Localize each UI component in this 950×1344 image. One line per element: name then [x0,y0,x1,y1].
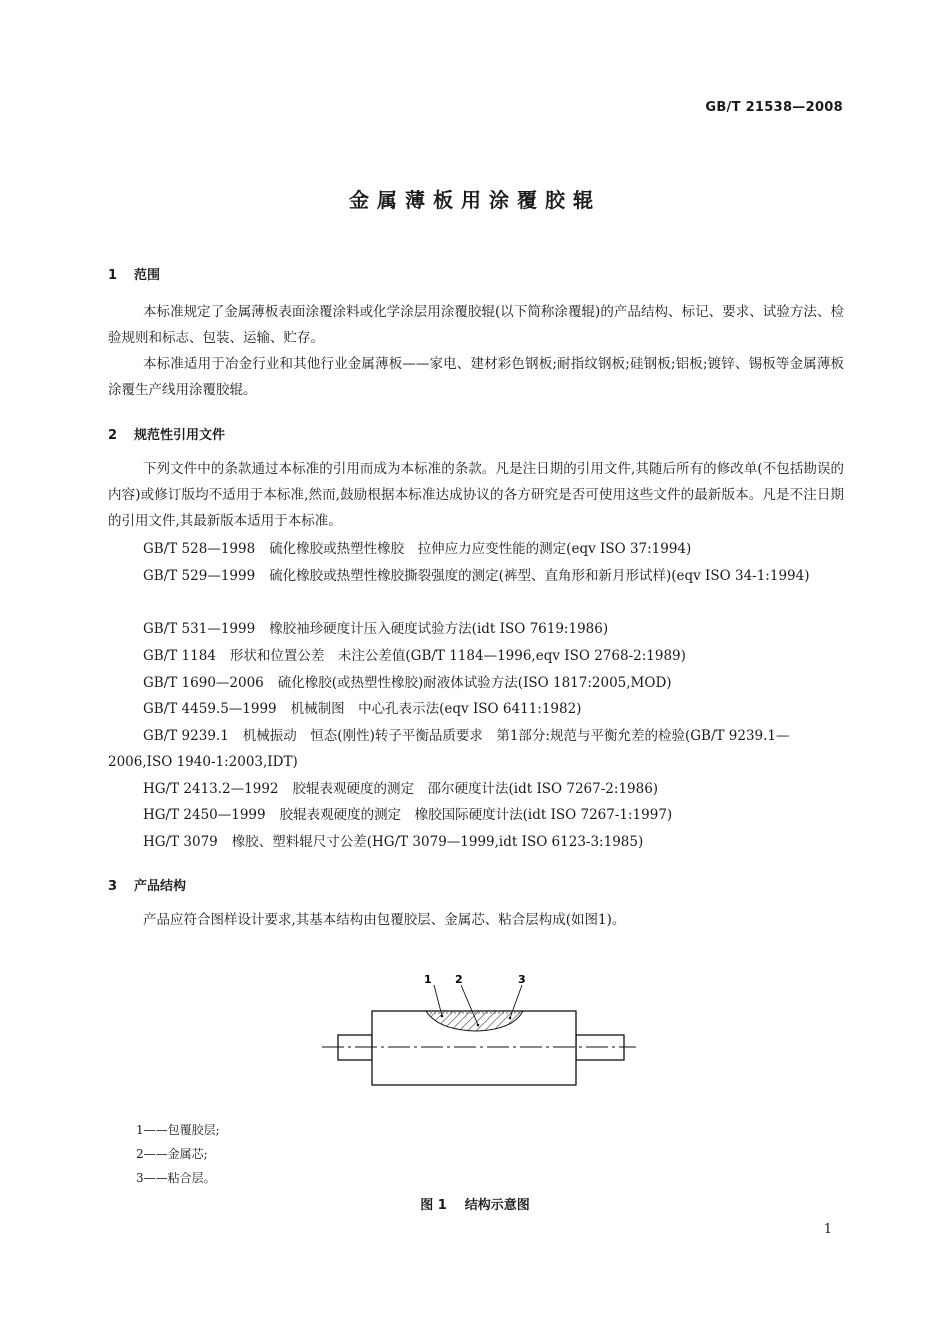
section-number: 2 [108,428,118,443]
legend-item: 1——包覆胶层; [136,1123,220,1137]
reference-text: 形状和位置公差 未注公差值(GB/T 1184—1996,eqv ISO 2768-2:1989) [229,648,686,664]
figure-legend [136,1118,220,1190]
reference-text: 机械制图 中心孔表示法(eqv ISO 6411:1982) [290,701,582,717]
callout-point [509,1017,512,1020]
reference-code: GB/T 528—1998 [143,541,256,557]
document-title: 金属薄板用涂覆胶辊 [349,188,601,212]
reference-item [108,616,844,642]
section-1-paragraph: 本标准规定了金属薄板表面涂覆涂料或化学涂层用涂覆胶辊(以下简称涂覆辊)的产品结构、标记、要求、试验方法、检验规则和标志、包装、运输、贮存。 [108,304,844,346]
reference-code: GB/T 531—1999 [143,621,256,637]
figure-caption [0,1194,950,1213]
reference-item [108,829,844,855]
callout-label: 2 [455,973,463,986]
reference-code: GB/T 1184 [143,648,216,664]
callout-label: 1 [424,973,432,986]
reference-item [108,802,844,828]
reference-item [108,723,844,775]
figure-number: 图 1 [420,1198,447,1213]
reference-text: 胶辊表观硬度的测定 橡胶国际硬度计法(idt ISO 7267-1:1997) [279,807,673,823]
section-1-paragraph: 本标准适用于冶金行业和其他行业金属薄板——家电、建材彩色钢板;耐指纹钢板;硅钢板;铝板;镀锌、锡板等金属薄板涂覆生产线用涂覆胶辊。 [108,356,844,398]
reference-text: 胶辊表观硬度的测定 邵尔硬度计法(idt ISO 7267-2:1986) [292,781,659,797]
section-2-paragraph: 下列文件中的条款通过本标准的引用而成为本标准的条款。凡是注日期的引用文件,其随后所有的修改单(不包括勘误的内容)或修订版均不适用于本标准,然而,鼓励根据本标准达成协议的各方研究是否可使用这些文件的最新版本。凡是不注日期的引用文件,其最新版本适用于本标准。 [108,461,844,529]
reference-text: 硫化橡胶或热塑性橡胶撕裂强度的测定(裤型、直角形和新月形试样)(eqv ISO 34-1:1994) [269,568,810,584]
callout-label: 3 [518,973,526,986]
reference-code: GB/T 1690—2006 [143,675,264,691]
section-2-heading [108,424,225,443]
callout-point [441,1015,444,1018]
legend-item: 3——粘合层。 [136,1171,216,1185]
reference-code: GB/T 529—1999 [143,568,256,584]
reference-item [108,563,844,589]
reference-item [108,643,844,669]
section-number: 3 [108,879,118,894]
section-title: 产品结构 [134,879,187,894]
reference-code: HG/T 2413.2—1992 [143,781,279,797]
reference-text: 机械振动 恒态(刚性)转子平衡品质要求 第1部分:规范与平衡允差的检验(GB/T 9239.1—2006,ISO 1940-1:2003,IDT) [108,728,790,770]
reference-item [108,670,844,696]
reference-item [108,696,844,722]
figure-caption-text: 结构示意图 [464,1198,530,1213]
legend-item: 2——金属芯; [136,1147,208,1161]
roller-structure-diagram [318,968,638,1090]
reference-text: 橡胶、塑料辊尺寸公差(HG/T 3079—1999,idt ISO 6123-3:1985) [231,834,644,850]
section-1-heading [108,264,160,283]
page-number: 1 [823,1222,832,1237]
section-3-heading [108,875,186,894]
standard-number: GB/T 21538—2008 [705,100,843,115]
reference-code: HG/T 3079 [143,834,218,850]
reference-code: GB/T 9239.1 [143,728,229,744]
section-title: 范围 [134,268,161,283]
reference-text: 硫化橡胶(或热塑性橡胶)耐液体试验方法(ISO 1817:2005,MOD) [277,675,672,691]
section-number: 1 [108,268,118,283]
callout-point [477,1024,480,1027]
reference-code: GB/T 4459.5—1999 [143,701,277,717]
reference-item [108,536,844,562]
section-3-paragraph: 产品应符合图样设计要求,其基本结构由包覆胶层、金属芯、粘合层构成(如图1)。 [143,912,626,928]
reference-code: HG/T 2450—1999 [143,807,266,823]
reference-text: 硫化橡胶或热塑性橡胶 拉伸应力应变性能的测定(eqv ISO 37:1994) [269,541,692,557]
section-title: 规范性引用文件 [134,428,226,443]
reference-text: 橡胶袖珍硬度计压入硬度试验方法(idt ISO 7619:1986) [269,621,609,637]
reference-item [108,776,844,802]
